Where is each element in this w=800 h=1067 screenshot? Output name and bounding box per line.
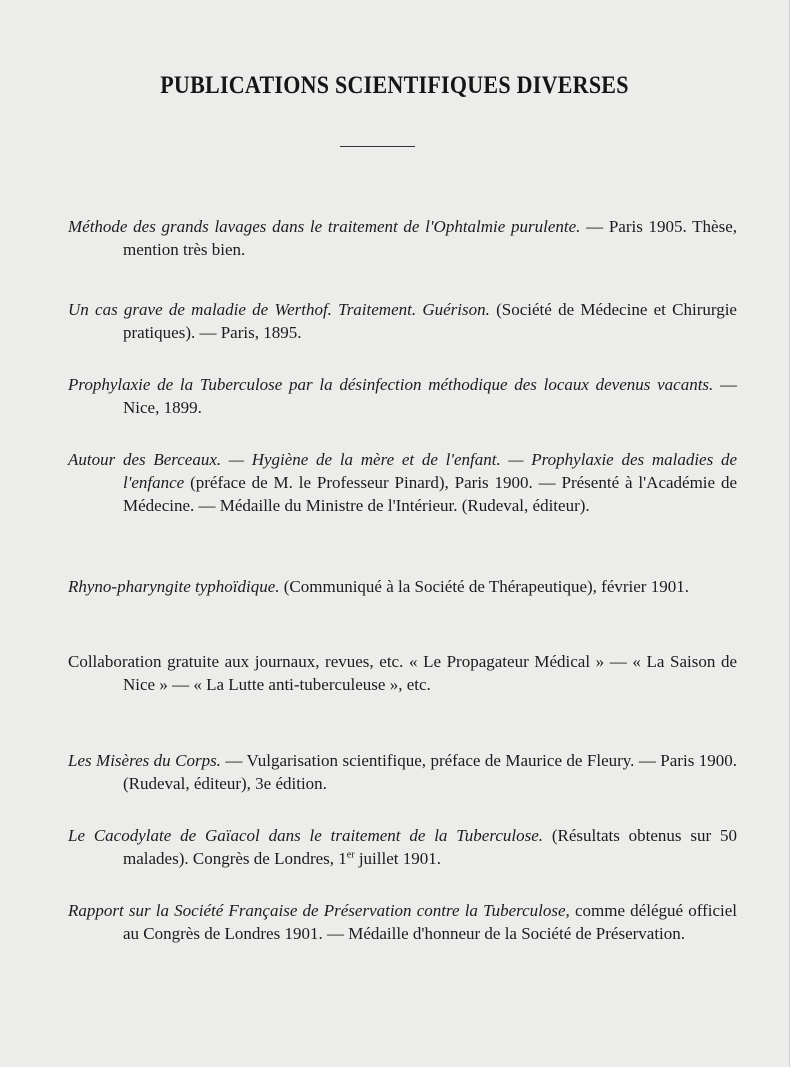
publication-entry — [68, 448, 737, 517]
publication-details: Collaboration gratuite aux journaux, revues, etc. « Le Propagateur Médical » — « La Saison de Nice » — « La Lutte anti-tuberculeuse », etc. — [68, 652, 737, 694]
publication-details: — Nice, 1899. — [123, 375, 737, 417]
publication-title: Un cas grave de maladie de Werthof. Traitement. Guérison. — [68, 300, 490, 319]
publication-details: (Résultats obtenus sur 50 malades). Congrès de Londres, 1 — [123, 826, 737, 868]
publication-entry — [68, 650, 737, 696]
publication-entry — [68, 298, 737, 344]
publication-title: Rhyno-pharyngite typhoïdique. — [68, 577, 280, 596]
publication-entry — [68, 373, 737, 419]
publication-title: Rapport sur la Société Française de Préservation contre la Tuberculose, — [68, 901, 570, 920]
page-title: PUBLICATIONS SCIENTIFIQUES DIVERSES — [160, 72, 629, 99]
publication-title: Le Cacodylate de Gaïacol dans le traitement de la Tuberculose. — [68, 826, 543, 845]
publication-details: — Vulgarisation scientifique, préface de Maurice de Fleury. — Paris 1900. (Rudeval, éditeur), 3e édition. — [123, 751, 737, 793]
publication-entry — [68, 749, 737, 795]
publication-details: (Société de Médecine et Chirurgie pratiques). — Paris, 1895. — [123, 300, 737, 342]
publication-details: comme délégué officiel au Congrès de Londres 1901. — Médaille d'honneur de la Société de Préservation. — [123, 901, 737, 943]
publication-entry — [68, 575, 737, 598]
publication-title: Les Misères du Corps. — [68, 751, 221, 770]
publication-details: (Communiqué à la Société de Thérapeutique), février 1901. — [279, 577, 689, 596]
title-rule — [340, 146, 415, 147]
publication-title: Méthode des grands lavages dans le traitement de l'Ophtalmie purulente. — [68, 217, 581, 236]
publication-details: juillet 1901. — [354, 849, 441, 868]
publication-details: (préface de M. le Professeur Pinard), Paris 1900. — Présenté à l'Académie de Médecine. — Médaille du Ministre de l'Intérieur. (Rudeval, éditeur). — [123, 473, 737, 515]
publication-entry — [68, 899, 737, 945]
ordinal-superscript: er — [346, 849, 355, 861]
publication-title: Autour des Berceaux. — Hygiène de la mère et de l'enfant. — Prophylaxie des maladies de l'enfance — [68, 450, 737, 492]
publication-entry — [68, 215, 737, 261]
publication-entry — [68, 824, 737, 870]
publication-title: Prophylaxie de la Tuberculose par la désinfection méthodique des locaux devenus vacants. — [68, 375, 714, 394]
publication-details: — Paris 1905. Thèse, mention très bien. — [123, 217, 737, 259]
